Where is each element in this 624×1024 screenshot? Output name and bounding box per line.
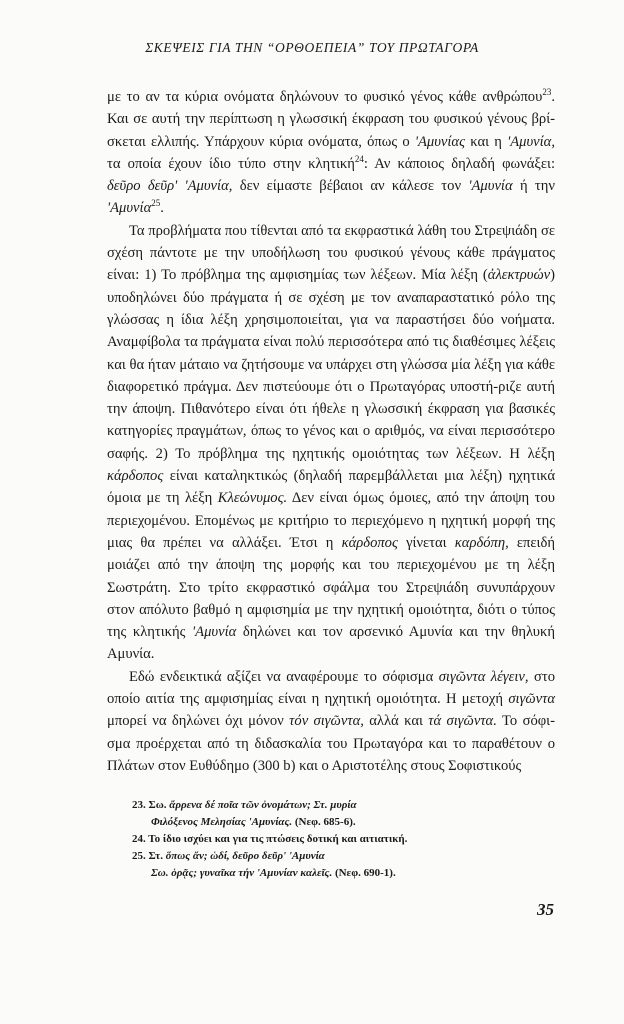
italic-quote: ἄρρενα δέ ποῖα τῶν ὀνομάτων; Στ. μυρία [169, 799, 357, 811]
running-head: ΣΚΕΨΕΙΣ ΓΙΑ ΤΗΝ “ΟΡΘΟΕΠΕΙΑ” ΤΟΥ ΠΡΩΤΑΓΟΡΑ [145, 40, 479, 55]
text-run: δηλώνει και τον αρσενικό Αμυνία και την θηλυκή Αμυνία. [107, 624, 555, 663]
text-run: γίνεται [397, 534, 455, 551]
italic-term: τά σιγῶντα. [428, 713, 497, 730]
text-run: επειδή μοιάζει από την άποψη της μορφής και του περιεχομένου με τη λέξη Σωστράτη. Στο τρίτο εκφραστικό σφάλμα του Στρεψιάδη συνυπάρχουν στον απόλυτο βαθμό η αμφισημία με την ηχητική ομοιότητα, διότι ο τύπος της κλητικής [107, 534, 555, 641]
footnote-25 [132, 848, 552, 865]
text-run: στο οποίο αιτία της αμφισημίας είναι η ηχητική ομοιότητα. Η μετοχή [107, 668, 555, 708]
text-run: (Νεφ. 690-1). [332, 866, 396, 879]
italic-term: 'Αμυνία [107, 200, 152, 217]
footnotes [132, 797, 552, 882]
body-text [107, 86, 555, 777]
text-run: (Νεφ. 685-6). [292, 815, 356, 828]
italic-term: σιγῶντα λέγειν, [438, 668, 529, 685]
text-run: Τα προβλήματα που τίθενται από τα εκφραστικά λάθη του Στρεψιάδη σε σχέση πάντοτε με την υποδήλωση του φυσικού γένους κάθε πράγματος είναι: 1) Το πρόβλημα της αμφισημίας των λέξεων. Μία λέξη ( [107, 222, 555, 284]
italic-term: καρδόπη, [454, 534, 509, 551]
text-run: . [160, 200, 164, 217]
footnote-ref-24: 24 [354, 154, 364, 165]
text-run: ) υποδηλώνει δύο πράγματα ή σε σχέση με τον αναπαραστατικό ρόλο της γλώσσας η ίδια λέξη χρησιμοποιείται, για να παραστήσει δύο νοήματα. Αναμφίβολα τα πράγματα είναι πολύ περισσότερα από τις διαθέσιμες λέξεις και θα ήταν μάταιο να ζητήσουμε να υπάρχει στη γλώσσα μία λέξη για κάθε διαφορετικό πράγμα. Δεν πιστεύουμε ότι ο Πρωταγόρας υποστή-ριζε αυτή την άποψη. Πιθανότερο είναι ότι ήθελε η γλωσσική έκφραση για βασικές κατηγορίες πραγμάτων, όπως το γένος και ο αριθμός, να είναι περισσότερο σαφής. 2) Το πρόβλημα της ηχητικής ομοιότητας των λέξεων. Η λέξη [107, 267, 555, 462]
paragraph-2 [107, 220, 555, 666]
text-run: 25. Στ. [132, 849, 166, 862]
text-run: και η [465, 133, 508, 150]
text-run: είναι καταληκτικώς (δηλαδή παρεμβάλλεται μια λέξη) ηχητικά όμοια με τη λέξη [107, 468, 555, 507]
italic-term: σιγῶντα [508, 691, 555, 708]
footnote-23-continuation [132, 814, 552, 831]
text-run: Το σόφι-σμα προέρχεται από τη διδασκαλία του Πρωταγόρα και το παραθέτουν ο Πλάτων στον Ευθύδημο (300 b) και ο Αριστοτέλης στους Σοφιστικούς [107, 713, 555, 774]
text-run: . Και σε αυτή την περίπτωση η γλωσσική έκφραση του φυσικού γένους βρί-σκεται ελλιπής. Υπάρχουν κύρια ονόματα, όπως ο [107, 89, 555, 150]
italic-term: 'Αμυνία [468, 178, 513, 195]
italic-term: 'Αμυνίας [414, 133, 466, 150]
text-run: : Αν κάποιος δηλαδή φωνάξει: [363, 155, 556, 172]
text-run: μπορεί να δηλώνει όχι μόνον [107, 713, 290, 730]
text-run: ή την [512, 178, 555, 195]
footnote-24: 24. Το ίδιο ισχύει και για τις πτώσεις δοτική και αιτιατική. [132, 832, 408, 845]
footnote-ref-23: 23 [542, 87, 552, 98]
italic-quote: Σω. ὁρᾷς; γυναῖκα τήν 'Αμυνίαν καλεῖς. [151, 866, 333, 879]
italic-term: κάρδοπος [107, 468, 164, 485]
italic-quote: ὅπως ἄν; ὡδί, δεῦρο δεῦρ' 'Αμυνία [165, 849, 325, 862]
text-run: αλλά και [363, 713, 429, 730]
footnote-23 [132, 797, 552, 814]
text-run: Εδώ ενδεικτικά αξίζει να αναφέρουμε το σόφισμα [129, 668, 439, 685]
italic-term: Κλεώνυμος. [217, 490, 288, 507]
footnote-ref-25: 25 [151, 198, 161, 209]
text-run: με το αν τα κύρια ονόματα δηλώνουν το φυσικό γένος κάθε ανθρώπου [107, 89, 543, 105]
page-number: 35 [537, 900, 554, 919]
italic-term: δεῦρο δεῦρ' 'Αμυνία, [107, 178, 233, 195]
italic-term: κάρδοπος [341, 534, 398, 551]
paragraph-3 [107, 666, 555, 777]
footnote-25-continuation [132, 865, 552, 882]
text-run: 23. Σω. [132, 799, 170, 811]
italic-term: 'Αμυνία [192, 624, 237, 641]
text-run: δεν είμαστε βέβαιοι αν κάλεσε τον [232, 178, 469, 195]
italic-term: τόν σιγῶντα, [289, 713, 364, 730]
italic-term: 'Αμυνία, [507, 133, 555, 150]
italic-term: ἀλεκτρυών [487, 267, 551, 284]
italic-quote: Φιλόξενος Μελησίας 'Αμυνίας. [151, 815, 293, 828]
paragraph-1 [107, 86, 555, 220]
text-run: τα οποία έχουν ίδιο τύπο στην κλητική [107, 155, 355, 172]
text-run: Δεν είναι όμως όμοιες, από την άποψη του περιεχομένου. Επομένως με κριτήριο το περιεχόμενο η ηχητική μορφή της μιας θα πρέπει να αλλάξει. Έτσι η [107, 490, 555, 551]
